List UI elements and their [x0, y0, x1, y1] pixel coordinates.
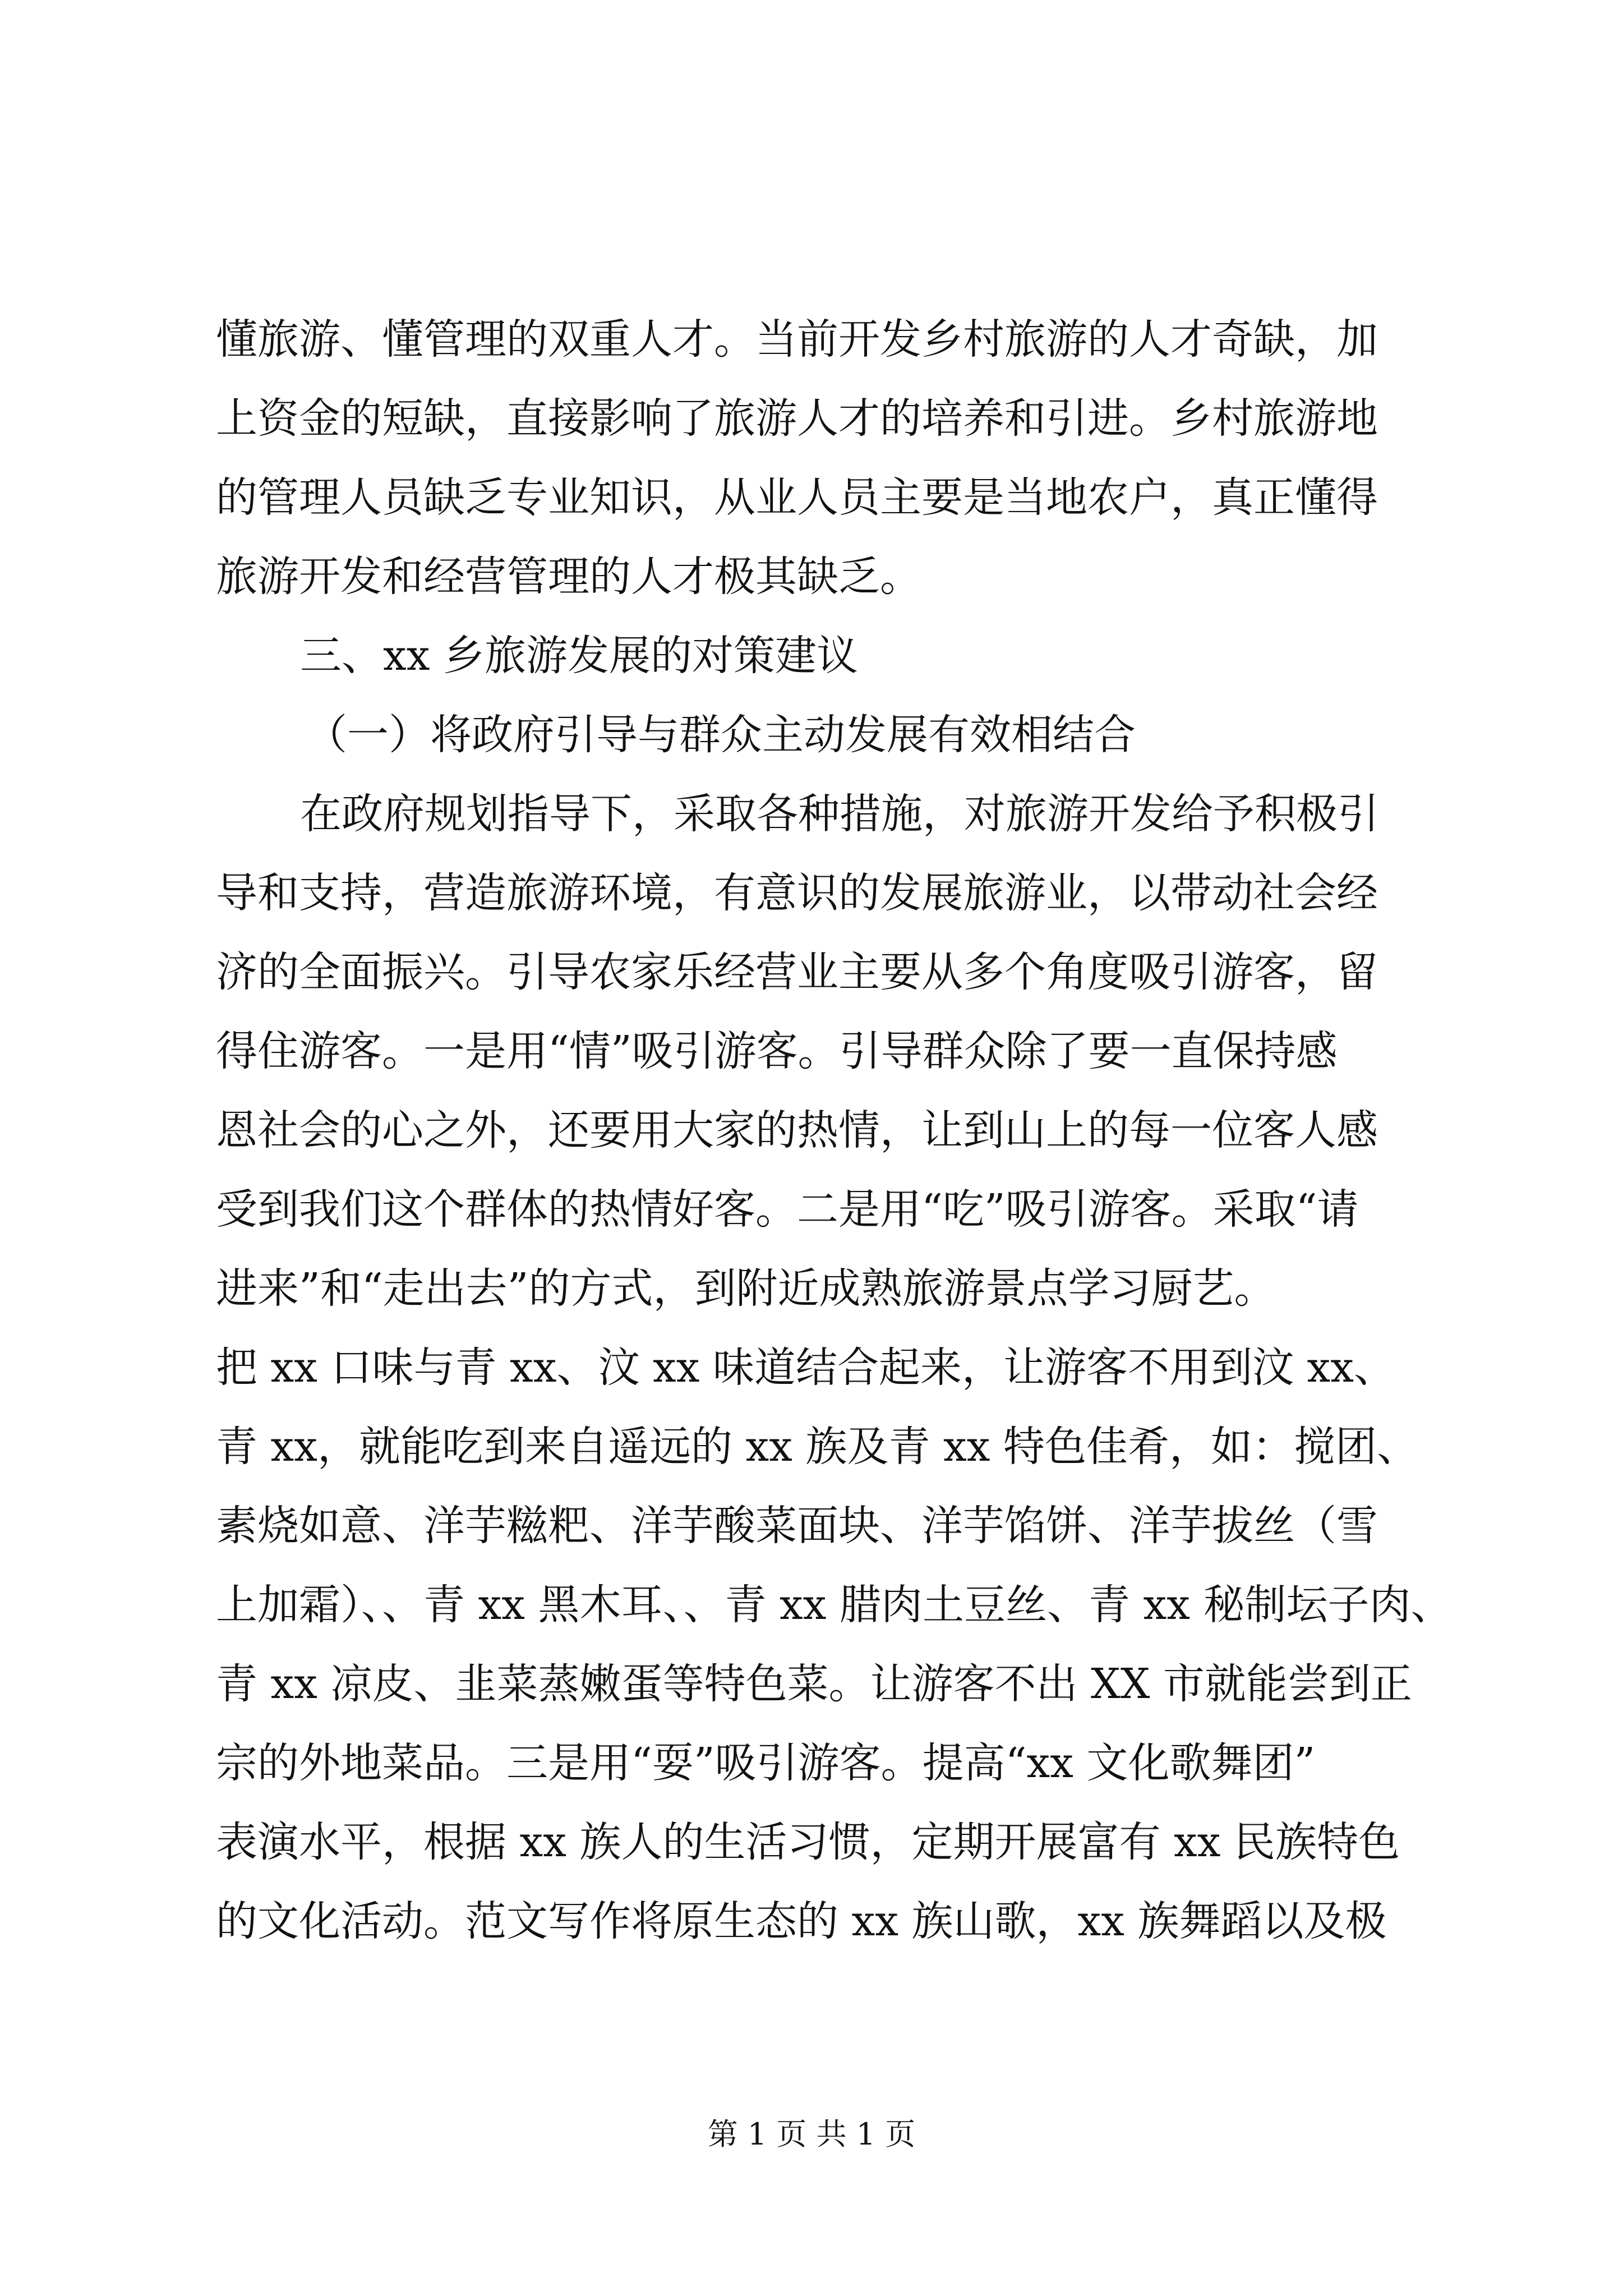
- body-text: [216, 300, 1453, 1961]
- paragraph-line: 受到我们这个群体的热情好客。二是用“吃”吸引游客。采取“请: [216, 1185, 1359, 1234]
- subsection-heading: （一）将政府引导与群众主动发展有效相结合: [306, 711, 1136, 759]
- paragraph-line: 表演水平，根据 xx 族人的生活习惯，定期开展富有 xx 民族特色: [216, 1818, 1400, 1866]
- paragraph-line: 青 xx，就能吃到来自遥远的 xx 族及青 xx 特色佳肴，如：搅团、: [216, 1423, 1419, 1471]
- paragraph-line: 懂旅游、懂管理的双重人才。当前开发乡村旅游的人才奇缺，加: [216, 315, 1378, 364]
- paragraph-line: 上加霜）、、青 xx 黑木耳、、青 xx 腊肉土豆丝、青 xx 秘制坛子肉、: [216, 1581, 1453, 1629]
- paragraph-line: 的文化活动。范文写作将原生态的 xx 族山歌，xx 族舞蹈以及极: [216, 1897, 1387, 1945]
- paragraph-line: 济的全面振兴。引导农家乐经营业主要从多个角度吸引游客，留: [216, 948, 1378, 996]
- page-footer: 第 1 页 共 1 页: [707, 2116, 916, 2152]
- paragraph-line: 旅游开发和经营管理的人才极其缺乏。: [216, 553, 921, 601]
- paragraph-line: 导和支持，营造旅游环境，有意识的发展旅游业，以带动社会经: [216, 869, 1378, 917]
- paragraph-line: 把 xx 口味与青 xx、汶 xx 味道结合起来，让游客不用到汶 xx、: [216, 1343, 1395, 1392]
- paragraph-line: 的管理人员缺乏专业知识，从业人员主要是当地农户，真正懂得: [216, 473, 1378, 522]
- paragraph-line: 在政府规划指导下，采取各种措施，对旅游开发给予积极引: [300, 790, 1379, 838]
- paragraph-line: 素烧如意、洋芋糍粑、洋芋酸菜面块、洋芋馅饼、洋芋拔丝（雪: [216, 1502, 1378, 1550]
- paragraph-line: 上资金的短缺，直接影响了旅游人才的培养和引进。乡村旅游地: [216, 394, 1378, 443]
- paragraph-line: 恩社会的心之外，还要用大家的热情，让到山上的每一位客人感: [216, 1106, 1378, 1154]
- paragraph-line: 进来”和“走出去”的方式，到附近成熟旅游景点学习厨艺。: [216, 1264, 1276, 1313]
- paragraph-line: 宗的外地菜品。三是用“耍”吸引游客。提高“xx 文化歌舞团”: [216, 1739, 1316, 1787]
- section-heading: 三、xx 乡旅游发展的对策建议: [300, 632, 858, 680]
- paragraph-line: 青 xx 凉皮、韭菜蒸嫩蛋等特色菜。让游客不出 XX 市就能尝到正: [216, 1660, 1412, 1708]
- paragraph-line: 得住游客。一是用“情”吸引游客。引导群众除了要一直保持感: [216, 1027, 1338, 1075]
